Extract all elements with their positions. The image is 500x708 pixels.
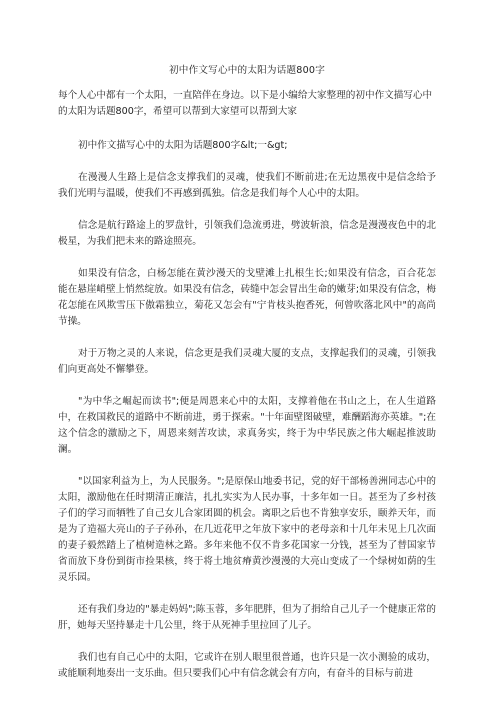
- body-paragraph-2: 信念是航行路途上的罗盘针，引领我们急流勇进，劈波斩浪，信念是漫漫夜色中的北极星，为我们把未来的路途照亮。: [58, 220, 436, 247]
- intro-paragraph: 每个人心中都有一个太阳，一直陪伴在身边。以下是小编给大家整理的初中作文描写心中的太阳为话题800字，希望可以帮到大家望可以帮到大家: [58, 90, 433, 117]
- body-paragraph-4: 对于万物之灵的人来说，信念更是我们灵魂大厦的支点，支撑起我们的灵魂，引领我们向更高处不懈攀登。: [58, 348, 436, 375]
- body-paragraph-3: 如果没有信念，白杨怎能在黄沙漫天的戈壁滩上扎根生长;如果没有信念，百合花怎能在悬崖峭壁上悄然绽放。如果没有信念，砖缝中怎会冒出生命的嫩芽;如果没有信念，梅花怎能在风欺雪压下傲霜独立，菊花又怎会有"宁肯枝头抱香死，何曾吹落北风中"的高尚节操。: [58, 268, 436, 327]
- document-title: 初中作文写心中的太阳为话题800字: [168, 65, 326, 76]
- body-paragraph-5: "为中华之崛起而读书";便是周恩来心中的太阳，支撑着他在书山之上，在人生道路中，在救国救民的道路中不断前进，勇于探索。"十年面壁图破壁，难酬蹈海亦英雄。";在这个信念的激励之下，周恩来刻苦攻读，求真务实，终于为中华民族之伟大崛起推波助澜。: [58, 396, 436, 455]
- body-paragraph-6: "以国家利益为上，为人民服务。";是原保山地委书记，党的好干部杨善洲同志心中的太阳，激励他在任时期清正廉洁，扎扎实实为人民办事，十多年如一日。甚至为了乡村孩子们的学习而牺牲了自己女儿合家团圆的机会。离职之后也不肯独享安乐，颐养天年，而是为了造福大亮山的子子孙孙，在几近花甲之年放下家中的老母亲和十几年未见上几次面的妻子毅然踏上了植树造林之路。多年来他不仅不肯多花国家一分钱，甚至为了替国家节省而放下身份到街市捡果核，终于将土地贫瘠黄沙漫漫的大亮山变成了一个绿树如荫的生灵乐园。: [58, 476, 436, 583]
- body-paragraph-1: 在漫漫人生路上是信念支撑我们的灵魂，使我们不断前进;在无边黑夜中是信念给予我们光明与温暖，使我们不再感到孤独。信念是我们每个人心中的太阳。: [58, 172, 436, 199]
- body-paragraph-7: 还有我们身边的"暴走妈妈";陈玉蓉，多年肥胖，但为了捐给自己儿子一个健康正常的肝，她每天坚持暴走十几公里，终于从死神手里拉回了儿子。: [58, 604, 436, 631]
- section-subheading: 初中作文描写心中的太阳为话题800字&lt;一&gt;: [78, 140, 288, 151]
- body-paragraph-8: 我们也有自己心中的太阳，它或许在别人眼里很普通，也许只是一次小测验的成功，或能顺利地奏出一支乐曲。但只要我们心中有信念就会有方向，有奋斗的目标与前进: [58, 652, 436, 679]
